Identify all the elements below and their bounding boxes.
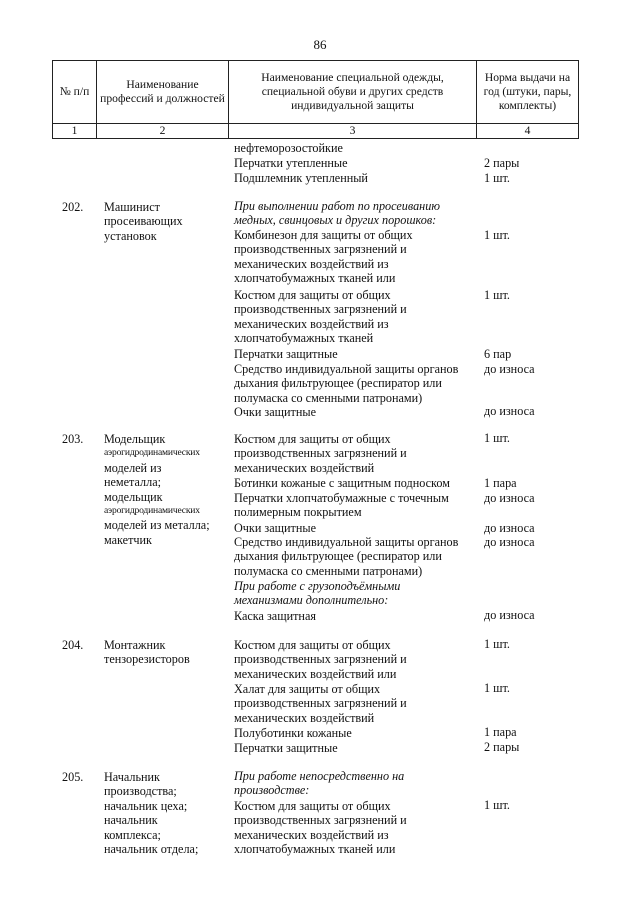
- norm-value: до износа: [484, 535, 535, 549]
- condition-note: При работе с грузоподъёмными механизмами дополнительно:: [234, 579, 401, 608]
- header-equipment: Наименование специальной одежды, специальной обуви и других средств индивидуальной защиты: [229, 61, 477, 124]
- item-text: Костюм для защиты от общих производственных загрязнений и механических воздействий из хлопчатобумажных тканей или: [234, 799, 407, 857]
- norm-value: до износа: [484, 608, 535, 622]
- item-text: Каска защитная: [234, 609, 316, 623]
- entry-number: 203.: [62, 432, 84, 446]
- item-text: Костюм для защиты от общих производственных загрязнений и механических воздействий: [234, 432, 407, 475]
- norm-value: 1 пара: [484, 476, 517, 490]
- item-line: Подшлемник утепленный: [234, 171, 368, 185]
- norm-value: 1 шт.: [484, 171, 510, 185]
- item-text: Халат для защиты от общих производственных загрязнений и механических воздействий: [234, 682, 407, 725]
- item-text: Средство индивидуальной защиты органов дыхания фильтрующее (респиратор или полумаска со сменными патронами): [234, 362, 459, 405]
- condition-note: При выполнении работ по просеиванию медных, свинцовых и других порошков:: [234, 199, 440, 228]
- header-num-1: 1: [53, 124, 97, 139]
- profession-name: Машинист просеивающих установок: [104, 200, 183, 243]
- table-header: [52, 60, 579, 139]
- item-text: Костюм для защиты от общих производственных загрязнений и механических воздействий из хлопчатобумажных тканей: [234, 288, 407, 346]
- profession-name: Модельщик аэрогидродинамических моделей из неметалла; модельщик аэрогидродинамических моделей из металла; макетчик: [104, 432, 210, 547]
- condition-note: При работе непосредственно на производстве:: [234, 769, 405, 798]
- header-num-3: 3: [229, 124, 477, 139]
- item-text: Ботинки кожаные с защитным подноском: [234, 476, 450, 490]
- page-number: 86: [313, 37, 327, 52]
- item-text: Перчатки защитные: [234, 741, 338, 755]
- header-profession: Наименование профессий и должностей: [97, 61, 229, 124]
- item-line: Перчатки утепленные: [234, 156, 348, 170]
- norm-value: 6 пар: [484, 347, 512, 361]
- item-line: нефтеморозостойкие: [234, 141, 343, 155]
- entry-number: 205.: [62, 770, 84, 784]
- norm-value: до износа: [484, 362, 535, 376]
- item-text: Комбинезон для защиты от общих производственных загрязнений и механических воздействий из хлопчатобумажных тканей или: [234, 228, 413, 286]
- norm-value: до износа: [484, 491, 535, 505]
- norm-value: 2 пары: [484, 740, 520, 754]
- entry-number: 202.: [62, 200, 84, 214]
- norm-value: 1 шт.: [484, 431, 510, 445]
- header-norm: Норма выдачи на год (штуки, пары, комплекты): [477, 61, 579, 124]
- norm-value: 2 пары: [484, 156, 520, 170]
- item-text: Перчатки защитные: [234, 347, 338, 361]
- item-text: Полуботинки кожаные: [234, 726, 352, 740]
- profession-name: Монтажник тензорезисторов: [104, 638, 190, 667]
- norm-value: до износа: [484, 521, 535, 535]
- header-num-2: 2: [97, 124, 229, 139]
- header-number: № п/п: [53, 61, 97, 124]
- norm-value: 1 пара: [484, 725, 517, 739]
- item-text: Очки защитные: [234, 521, 316, 535]
- profession-name: Начальник производства; начальник цеха; начальник комплекса; начальник отдела;: [104, 770, 199, 857]
- item-text: Средство индивидуальной защиты органов дыхания фильтрующее (респиратор или полумаска со сменными патронами): [234, 535, 459, 578]
- norm-value: 1 шт.: [484, 798, 510, 812]
- item-text: Костюм для защиты от общих производственных загрязнений и механических воздействий или: [234, 638, 407, 681]
- norm-value: 1 шт.: [484, 288, 510, 302]
- norm-value: до износа: [484, 404, 535, 418]
- item-text: Очки защитные: [234, 405, 316, 419]
- norm-value: 1 шт.: [484, 228, 510, 242]
- entry-number: 204.: [62, 638, 84, 652]
- header-num-4: 4: [477, 124, 579, 139]
- item-text: Перчатки хлопчатобумажные с точечным полимерным покрытием: [234, 491, 449, 520]
- norm-value: 1 шт.: [484, 681, 510, 695]
- norm-value: 1 шт.: [484, 637, 510, 651]
